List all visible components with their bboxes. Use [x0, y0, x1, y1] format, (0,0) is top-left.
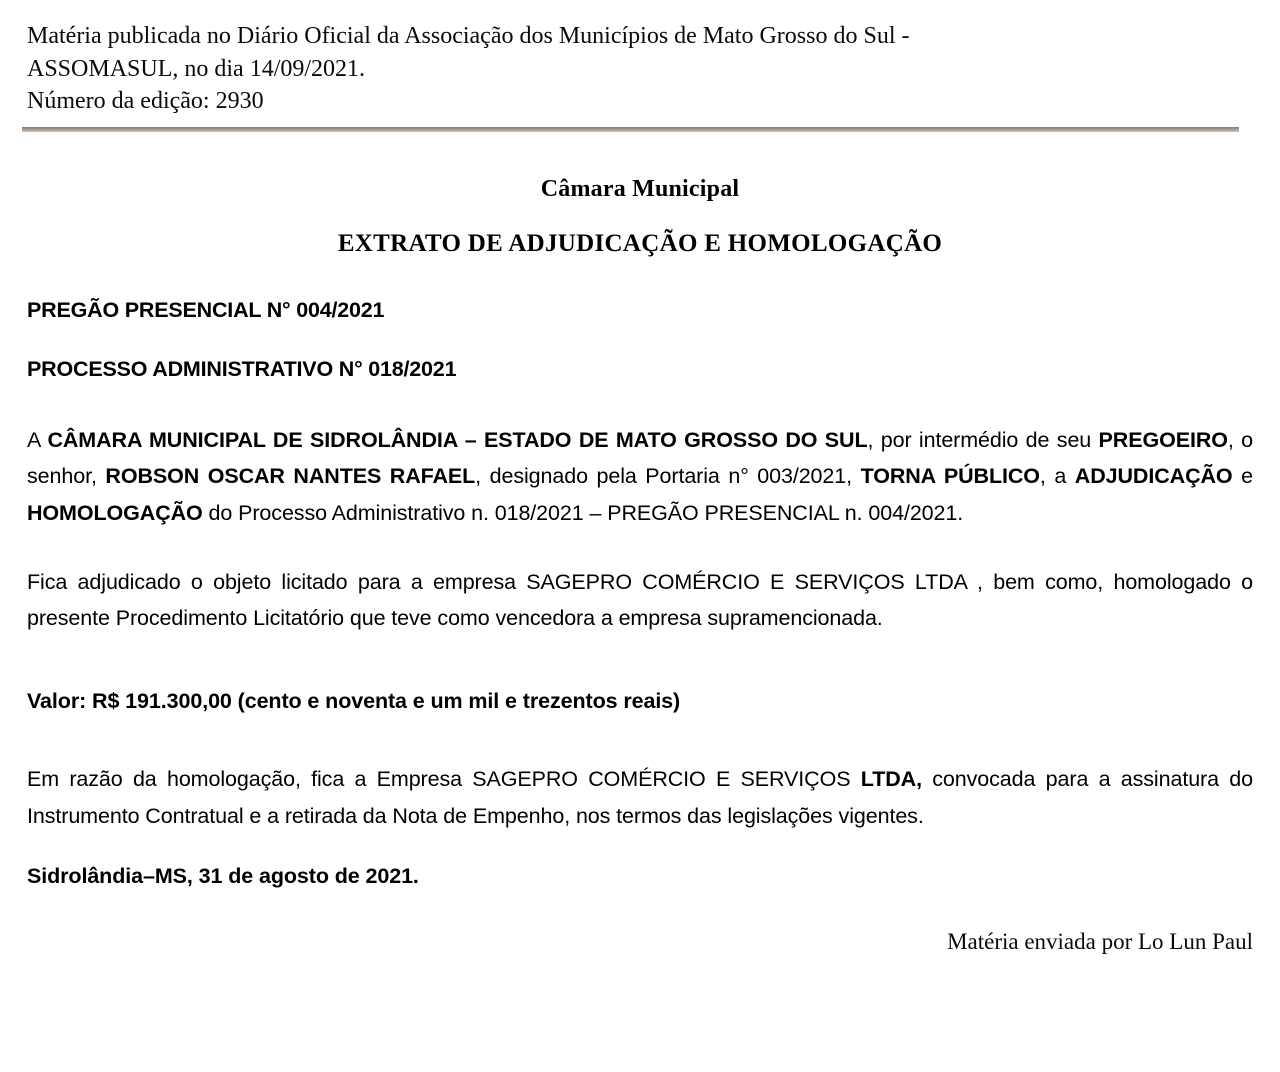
- publication-note: [27, 20, 1253, 118]
- publication-note-line-2: ASSOMASUL, no dia 14/09/2021.: [27, 55, 366, 82]
- document-title: EXTRATO DE ADJUDICAÇÃO E HOMOLOGAÇÃO: [337, 229, 943, 257]
- pregao-reference: PREGÃO PRESENCIAL N° 004/2021: [27, 297, 385, 322]
- paragraph-value: Valor: R$ 191.300,00 (cento e noventa e um mil e trezentos reais): [27, 688, 681, 713]
- paragraph-dateline: Sidrolândia–MS, 31 de agosto de 2021.: [27, 864, 419, 889]
- paragraph-convocation: Em razão da homologação, fica a Empresa SAGEPRO COMÉRCIO E SERVIÇOS LTDA, convocada para a assinatura do Instrumento Contratual e a retirada da Nota de Empenho, nos termos das legislações vigentes.: [27, 767, 1253, 828]
- sent-by-note: Matéria enviada por Lo Lun Paul: [947, 928, 1253, 954]
- edition-number-line: Número da edição: 2930: [27, 88, 264, 115]
- section-divider: [22, 127, 1239, 132]
- publication-note-line-1: Matéria publicada no Diário Oficial da Associação dos Municípios de Mato Grosso do Sul -: [27, 23, 910, 49]
- processo-reference: PROCESSO ADMINISTRATIVO N° 018/2021: [27, 356, 457, 381]
- organization-title: Câmara Municipal: [540, 175, 740, 202]
- paragraph-adjudication: Fica adjudicado o objeto licitado para a empresa SAGEPRO COMÉRCIO E SERVIÇOS LTDA , bem como, homologado o presente Procedimento Licitatório que teve como vencedora a empresa supramencionada.: [27, 569, 1253, 631]
- paragraph-announcement: A CÂMARA MUNICIPAL DE SIDROLÂNDIA – ESTADO DE MATO GROSSO DO SUL, por intermédio de seu PREGOEIRO, o senhor, ROBSON OSCAR NANTES RAFAEL, designado pela Portaria n° 003/2021, TORNA PÚBLICO, a ADJUDICAÇÃO e HOMOLOGAÇÃO do Processo Administrativo n. 018/2021 – PREGÃO PRESENCIAL n. 004/2021.: [27, 427, 1253, 525]
